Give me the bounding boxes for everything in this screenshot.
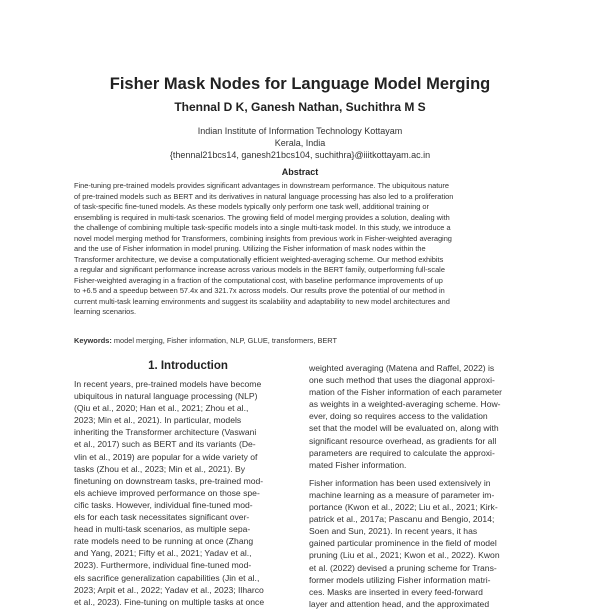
text-line: els sacrifice generalization capabilities (Jin et al.,: [74, 572, 260, 583]
abstract-line: to +6.5 and a speedup between 57.4x and 321.7x across models. Our results prove the potential of our method in: [74, 286, 445, 295]
text-line: pruning (Liu et al., 2021; Kwon et al., 2022). Kwon: [309, 550, 500, 561]
text-line: machine learning as a measure of parameter im-: [309, 489, 495, 500]
abstract-line: learning scenarios.: [74, 307, 137, 316]
text-line: parameters are required to calculate the approxi-: [309, 447, 495, 458]
section-heading-introduction: 1. Introduction: [148, 360, 228, 372]
text-line: finetuning on downstream tasks, pre-trained mod-: [74, 475, 264, 486]
text-line: inheriting the Transformer architecture (Vaswani: [74, 427, 257, 438]
text-line: (Qiu et al., 2020; Han et al., 2021; Zhou et al.,: [74, 403, 249, 414]
keywords-text: model merging, Fisher information, NLP, GLUE, transformers, BERT: [113, 336, 338, 345]
keywords-line: [74, 336, 526, 345]
text-line: Fisher information has been used extensively in: [309, 477, 491, 488]
text-line: patrick et al., 2017a; Pascanu and Bengio, 2014;: [309, 514, 495, 525]
text-line: cific tasks. However, individual fine-tuned mod-: [74, 499, 253, 510]
location: Kerala, India: [274, 138, 326, 148]
abstract-line: ensembling is required in multi-task scenarios. The growing field of model merging provides a solution, dealing with: [74, 212, 450, 222]
abstract-line: the challenge of combining multiple task-specific models into a single multi-task model. In this study, we introduce a: [74, 223, 451, 232]
text-line: ces. Masks are inserted in every feed-forward: [309, 586, 483, 597]
abstract-line: a regular and significant performance increase across various models in the BERT family, outperforming full-scale: [74, 265, 445, 274]
abstract-line: Fisher-weighted averaging in a fraction of the computational cost, with baseline performance improvements of up: [74, 275, 443, 285]
text-line: 2023; Min et al., 2021). In particular, models: [74, 415, 242, 426]
text-line: tasks (Zhou et al., 2023; Min et al., 2021). By: [74, 463, 246, 474]
text-line: ever, doing so requires access to the validation: [309, 411, 488, 422]
abstract-line: of pre-trained models such as BERT and its derivatives in natural language processing has also led to a proliferation: [74, 191, 454, 201]
text-line: In recent years, pre-trained models have become: [74, 379, 262, 389]
text-line: set that the model will be evaluated on, along with: [309, 423, 499, 434]
right-column-text: [309, 362, 535, 610]
abstract-line: Transformer architecture, we devise a computationally efficient weighted-averaging scheme. Our method exhibits: [74, 254, 444, 264]
text-line: et al. (2022) devised a pruning scheme for Trans-: [309, 562, 497, 573]
text-line: 2023). Furthermore, individual fine-tuned mod-: [74, 560, 252, 571]
author-emails: {thennal21bcs14, ganesh21bcs104, suchithra}@iiitkottayam.ac.in: [169, 150, 431, 160]
text-line: and Yang, 2021; Fifty et al., 2021; Yadav et al.,: [74, 548, 252, 559]
text-line: significant resource overhead, as gradients for all: [309, 435, 497, 446]
abstract-line: Fine-tuning pre-trained models provides significant advantages in downstream performance. The ubiquitous nature: [74, 181, 449, 190]
abstract-line: current multi-task learning environments and suggest its scalability and adaptability to new model architectures and: [74, 296, 450, 306]
text-line: Soen and Sun, 2021). In recent years, it has: [309, 526, 478, 537]
text-line: head in multi-task scenarios, as multiple sepa-: [74, 524, 251, 535]
paper-title: Fisher Mask Nodes for Language Model Merging: [109, 75, 491, 93]
abstract-line: and the use of Fisher information in model pruning. Utilizing the Fisher information of mask nodes within the: [74, 244, 426, 253]
text-line: weighted averaging (Matena and Raffel, 2022) is: [309, 363, 495, 373]
abstract-body: [74, 181, 526, 318]
text-line: mated Fisher information.: [309, 459, 407, 470]
text-line: layer and attention head, and the approximated: [309, 598, 490, 609]
text-line: as weights in a weighted-averaging scheme. How-: [309, 399, 501, 410]
keywords-label: Keywords:: [74, 336, 112, 345]
abstract-line: of task-specific fine-tuned models. As these models typically only perform one task well, additional training or: [74, 202, 429, 211]
text-line: et al., 2023). Fine-tuning on multiple tasks at once: [74, 596, 265, 607]
right-column-paragraph-2: [309, 477, 535, 610]
text-line: vlin et al., 2019) are popular for a wide variety of: [74, 451, 258, 462]
right-column-paragraph-1: [309, 362, 535, 471]
text-line: one such method that uses the diagonal approxi-: [309, 375, 495, 386]
text-line: ubiquitous in natural language processing (NLP): [74, 391, 258, 402]
text-line: 2023; Arpit et al., 2022; Yadav et al., 2023; Ilharco: [74, 584, 264, 595]
text-line: et al., 2017) such as BERT and its variants (De-: [74, 439, 256, 450]
text-line: els for each task necessitates significant over-: [74, 512, 250, 523]
affiliation-block: [0, 125, 600, 161]
left-column-text: [74, 378, 304, 608]
abstract-line: novel model merging method for Transformers, combining insights from previous work in Fisher-weighted averaging: [74, 233, 452, 243]
text-line: gained particular prominence in the field of model: [309, 538, 497, 549]
author-list: Thennal D K, Ganesh Nathan, Suchithra M S: [174, 100, 426, 114]
institution: Indian Institute of Information Technology Kottayam: [197, 126, 403, 136]
text-line: former models utilizing Fisher information matri-: [309, 574, 491, 585]
text-line: portance (Kwon et al., 2022; Liu et al., 2021; Kirk-: [309, 502, 498, 513]
text-line: mation of the Fisher information of each parameter: [309, 387, 502, 398]
text-line: els achieve improved performance on those spe-: [74, 487, 260, 498]
abstract-heading: Abstract: [281, 167, 319, 177]
text-line: rate models need to be running at once (Zhang: [74, 536, 254, 547]
